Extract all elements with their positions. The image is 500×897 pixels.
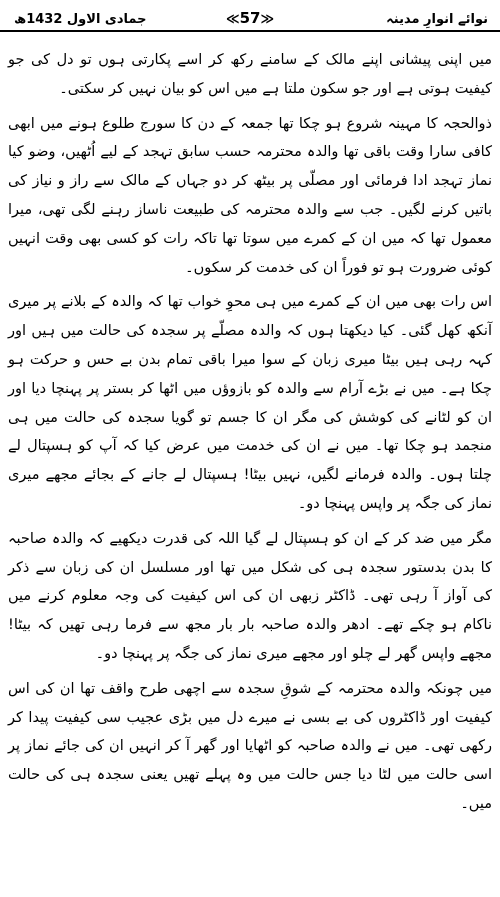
issue-date: جمادی الاول 1432ھ (14, 12, 147, 27)
ornament-right-icon: ≫ (260, 12, 275, 27)
paragraph: مگر میں ضد کر کے ان کو ہسپتال لے گیا اللہ کی قدرت دیکھیے کہ والدہ صاحبہ کا بدن بدستور سجدہ ہی کی شکل میں تھا اور مسلسل ان کی زبان سے ذکر کی آواز آ رہی تھی۔ ڈاکٹر زبھی ان کی اس کیفیت کی وجہ معلوم کرنے میں ناکام ہو چکے تھے۔ ادھر والدہ صاحبہ بار بار مجھ سے فرما رہی تھیں کہ بیٹا! مجھے واپس گھر لے چلو اور مجھے میری نماز کی جگہ پر پہنچا دو۔ (8, 530, 492, 662)
magazine-title: نوائے انوارِ مدینہ (386, 12, 488, 27)
paragraph: میں چونکہ والدہ محترمہ کے شوقِ سجدہ سے اچھی طرح واقف تھا ان کی اس کیفیت اور ڈاکٹروں کی بے بسی نے میرے دل میں بڑی عجیب سی کیفیت پیدا کر رکھی تھی۔ میں نے والدہ صاحبہ کو اٹھایا اور گھر آ کر انہیں ان کی جائے نماز پر اسی حالت میں لٹا دیا جس حالت میں وہ پہلے تھیں یعنی سجدہ ہی کی حالت میں۔ (8, 680, 492, 812)
page-number (226, 9, 274, 27)
paragraph: ذوالحجہ کا مہینہ شروع ہو چکا تھا جمعہ کے دن کا سورج طلوع ہونے میں ابھی کافی سارا وقت باقی تھا والدہ محترمہ حسب سابق تہجد کے لیے اُٹھیں، وضو کیا نماز تہجد ادا فرمائی اور مصلّی پر بیٹھ کر دو جہاں کے مالک سے راز و نیاز کی باتیں کرنے لگیں۔ جب سے والدہ محترمہ کی طبیعت ناساز رہنے لگی تھی، میرا معمول تھا کہ میں ان کے کمرے میں سوتا تھا تاکہ رات کو کسی بھی وقت انہیں کوئی ضرورت ہو تو فوراً ان کی خدمت کر سکوں۔ (8, 115, 492, 276)
paragraph: میں اپنی پیشانی اپنے مالک کے سامنے رکھ کر اسے پکارتی ہوں تو دل کی جو کیفیت ہوتی ہے اور جو سکون ملتا ہے میں اس کو بیان نہیں کر سکتی۔ (8, 52, 492, 97)
ornament-left-icon: ≪ (225, 12, 240, 27)
header-divider (0, 30, 500, 32)
page-number-value: 57 (239, 9, 261, 27)
article-body (8, 46, 492, 819)
paragraph: اس رات بھی میں ان کے کمرے میں ہی محوِ خواب تھا کہ والدہ کے بلانے پر میری آنکھ کھل گئی۔ کیا دیکھتا ہوں کہ والدہ مصلّے پر سجدہ کی حالت میں ہیں اور کہہ رہی ہیں بیٹا میری زبان کے سوا میرا باقی تمام بدن بے حس و حرکت ہو چکا ہے۔ میں نے بڑے آرام سے والدہ کو بازوؤں میں اٹھا کر بستر پر پہنچا دیا اور ان کو لٹانے کی کوشش کی مگر ان کا جسم تو گویا سجدہ کی حالت میں ہی منجمد ہو چکا تھا۔ میں نے ان کی خدمت میں عرض کیا کہ آپ کو ہسپتال لے چلتا ہوں۔ والدہ فرمانے لگیں، نہیں بیٹا! ہسپتال لے جانے کے بجائے مجھے میری نماز کی جگہ پر واپس پہنچا دو۔ (8, 294, 492, 512)
